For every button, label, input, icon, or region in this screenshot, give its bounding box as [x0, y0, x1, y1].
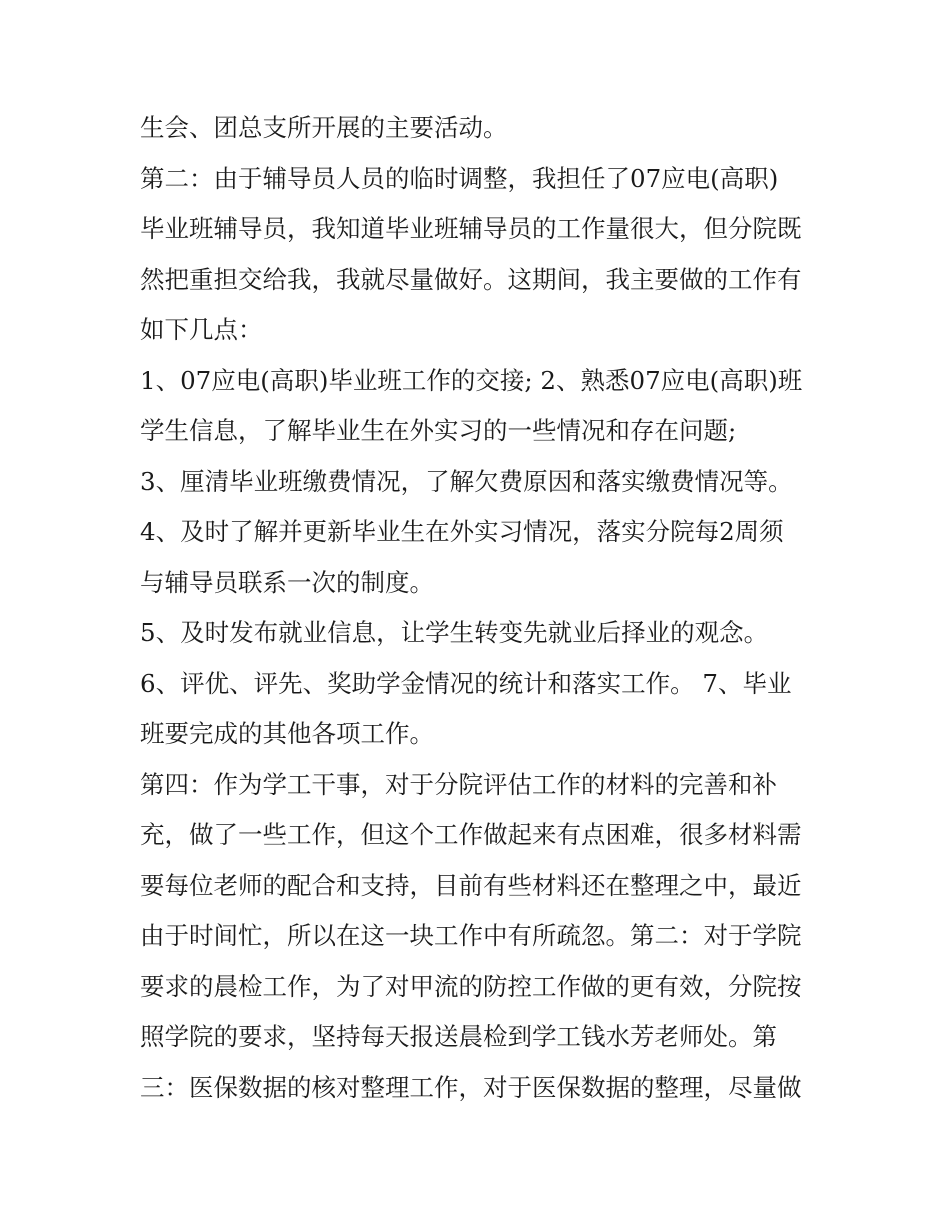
text-line: 毕业班辅导员，我知道毕业班辅导员的工作量很大，但分院既 — [140, 214, 802, 243]
text-line: 照学院的要求，坚持每天报送晨检到学工钱水芳老师处。第 — [140, 1022, 777, 1051]
text-line: 学生信息，了解毕业生在外实习的一些情况和存在问题; — [140, 416, 737, 445]
text-line: 由于时间忙，所以在这一块工作中有所疏忽。第二：对于学院 — [140, 921, 802, 950]
text-line: 生会、团总支所开展的主要活动。 — [140, 113, 508, 142]
text-line: 4、及时了解并更新毕业生在外实习情况，落实分院每2周须 — [140, 517, 784, 546]
text-line: 与辅导员联系一次的制度。 — [140, 567, 434, 597]
text-line: 6、评优、评先、奖助学金情况的统计和落实工作。 7、毕业 — [140, 668, 792, 698]
text-line: 1、07应电(高职)毕业班工作的交接; 2、熟悉07应电(高职)班 — [140, 365, 803, 395]
document-body — [140, 103, 840, 1113]
text-line: 然把重担交给我，我就尽量做好。这期间，我主要做的工作有 — [140, 264, 802, 294]
text-line: 班要完成的其他各项工作。 — [140, 719, 434, 748]
text-line: 如下几点： — [140, 315, 263, 344]
text-line: 3、厘清毕业班缴费情况，了解欠费原因和落实缴费情况等。 — [140, 466, 793, 496]
text-line: 5、及时发布就业信息，让学生转变先就业后择业的观念。 — [140, 618, 769, 647]
text-line: 充，做了一些工作，但这个工作做起来有点困难，很多材料需 — [140, 820, 802, 849]
text-line: 要每位老师的配合和支持，目前有些材料还在整理之中，最近 — [140, 870, 802, 900]
text-line: 第二：由于辅导员人员的临时调整，我担任了07应电(高职) — [140, 163, 779, 193]
text-line: 要求的晨检工作，为了对甲流的防控工作做的更有效，分院按 — [140, 971, 802, 1001]
text-line: 三：医保数据的核对整理工作，对于医保数据的整理，尽量做 — [140, 1072, 802, 1102]
text-line: 第四：作为学工干事，对于分院评估工作的材料的完善和补 — [140, 769, 777, 799]
